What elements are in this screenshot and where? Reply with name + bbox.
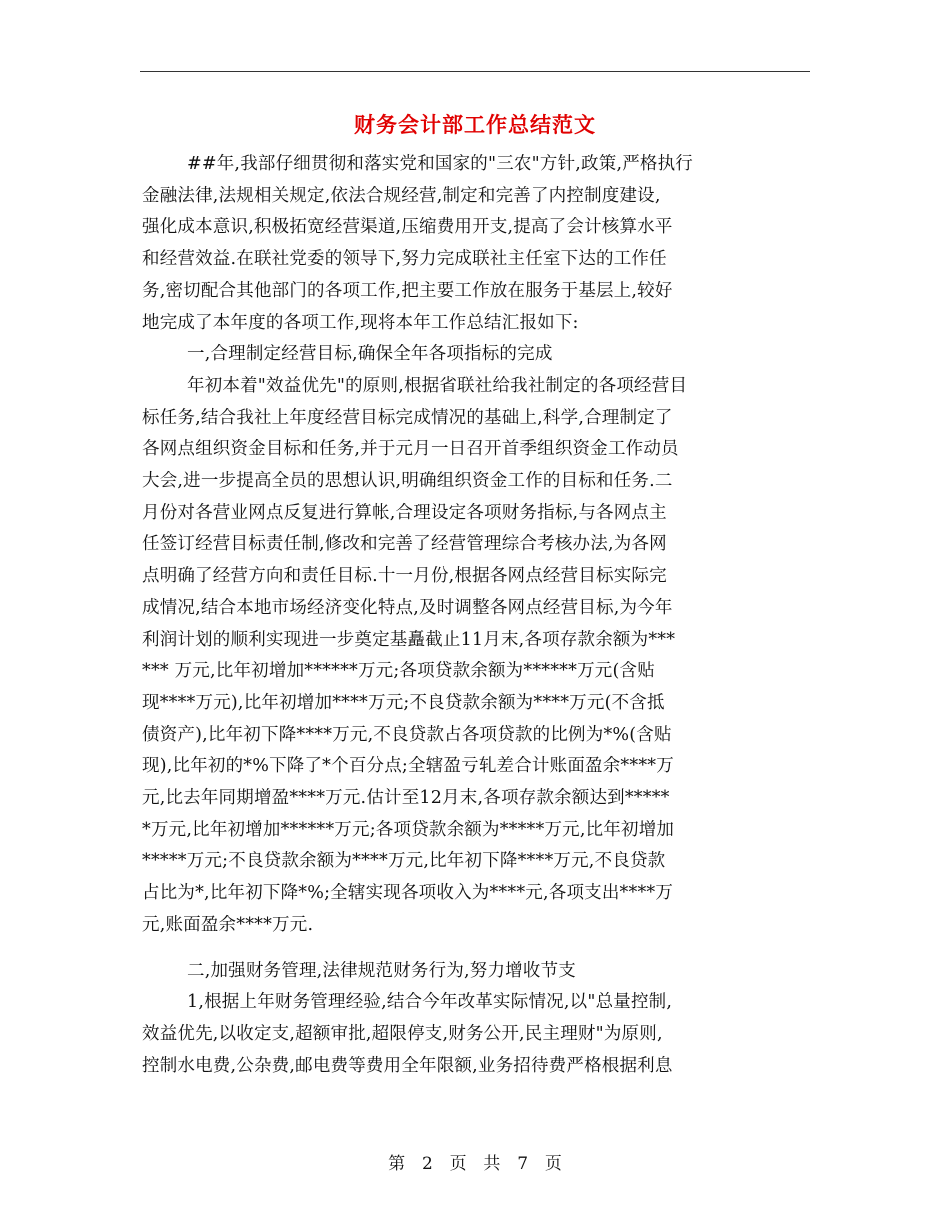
section-heading: 二,加强财务管理,法律规范财务行为,努力增收节支 <box>187 960 576 981</box>
body-line: 地完成了本年度的各项工作,现将本年工作总结汇报如下: <box>142 312 579 333</box>
body-line: 利润计划的顺利实现进一步奠定基矗截止11月末,各项存款余额为*** <box>142 629 676 650</box>
document-body <box>142 149 814 1082</box>
body-line: 债资产),比年初下降****万元,不良贷款占各项贷款的比例为*%(含贴 <box>142 724 672 745</box>
body-line: 各网点组织资金目标和任务,并于元月一日召开首季组织资金工作动员 <box>142 439 679 460</box>
body-line: 和经营效益.在联社党委的领导下,努力完成联社主任室下达的工作任 <box>142 249 667 270</box>
body-line: *****万元;不良贷款余额为****万元,比年初下降****万元,不良贷款 <box>142 851 666 872</box>
body-line: 月份对各营业网点反复进行算帐,合理设定各项财务指标,与各网点主 <box>142 502 667 523</box>
body-line: ##年,我部仔细贯彻和落实党和国家的"三农"方针,政策,严格执行 <box>187 154 694 174</box>
body-line: 控制水电费,公杂费,邮电费等费用全年限额,业务招待费严格根据利息 <box>142 1055 673 1076</box>
body-line: 元,比去年同期增盈****万元.估计至12月末,各项存款余额达到***** <box>142 788 670 809</box>
section-heading: 一,合理制定经营目标,确保全年各项指标的完成 <box>187 344 553 365</box>
body-line: *万元,比年初增加******万元;各项贷款余额为*****万元,比年初增加 <box>142 819 675 840</box>
body-line: 任签订经营目标责任制,修改和完善了经营管理综合考核办法,为各网 <box>142 534 667 555</box>
body-line: 点明确了经营方向和责任目标.十一月份,根据各网点经营目标实际完 <box>142 566 667 587</box>
body-line: 现),比年初的*%下降了*个百分点;全辖盈亏轧差合计账面盈余****万 <box>142 756 674 777</box>
body-line: 元,账面盈余****万元. <box>142 914 314 935</box>
body-line: 1,根据上年财务管理经验,结合今年改革实际情况,以"总量控制, <box>187 992 673 1013</box>
body-line: 成情况,结合本地市场经济变化特点,及时调整各网点经营目标,为今年 <box>142 597 673 618</box>
header-rule <box>140 71 810 72</box>
body-line: 效益优先,以收定支,超额审批,超限停支,财务公开,民主理财"为原则, <box>142 1023 663 1044</box>
body-line: *** 万元,比年初增加******万元;各项贷款余额为******万元(含贴 <box>142 661 655 682</box>
body-line: 金融法律,法规相关规定,依法合规经营,制定和完善了内控制度建设, <box>142 185 661 206</box>
body-line: 年初本着"效益优先"的原则,根据省联社给我社制定的各项经营目 <box>187 375 688 396</box>
document-title: 财务会计部工作总结范文 <box>354 112 596 137</box>
body-line: 务,密切配合其他部门的各项工作,把主要工作放在服务于基层上,较好 <box>142 280 673 301</box>
body-line: 强化成本意识,积极拓宽经营渠道,压缩费用开支,提高了会计核算水平 <box>142 217 673 238</box>
page-number: 第 2 页 共 7 页 <box>388 1154 562 1174</box>
body-line: 大会,进一步提高全员的思想认识,明确组织资金工作的目标和任务.二 <box>142 471 673 492</box>
body-line: 现****万元),比年初增加****万元;不良贷款余额为****万元(不含抵 <box>142 692 665 713</box>
page-footer <box>0 1152 950 1176</box>
body-line: 占比为*,比年初下降*%;全辖实现各项收入为****元,各项支出****万 <box>142 883 674 904</box>
body-line: 标任务,结合我社上年度经营目标完成情况的基础上,科学,合理制定了 <box>142 407 673 428</box>
